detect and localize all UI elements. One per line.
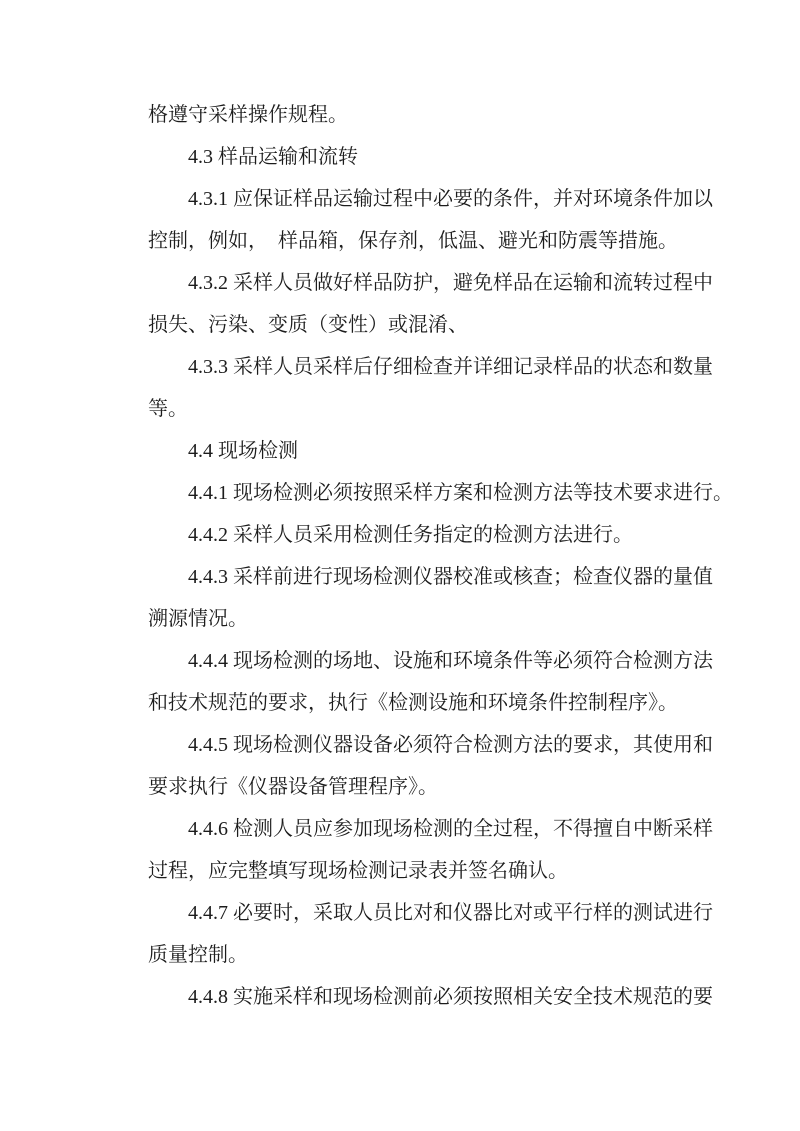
text-line: 4.4.5 现场检测仪器设备必须符合检测方法的要求，其使用和 bbox=[188, 734, 713, 756]
text-line-heading-4-4: 4.4 现场检测 bbox=[188, 440, 298, 462]
text-line: 4.3.1 应保证样品运输过程中必要的条件，并对环境条件加以 bbox=[188, 188, 713, 210]
text-line-heading-4-3: 4.3 样品运输和流转 bbox=[188, 146, 358, 168]
text-line: 等。 bbox=[148, 398, 188, 420]
text-line: 过程，应完整填写现场检测记录表并签名确认。 bbox=[148, 860, 568, 882]
text-line: 损失、污染、变质（变性）或混淆、 bbox=[148, 314, 468, 336]
text-line: 4.4.8 实施采样和现场检测前必须按照相关安全技术规范的要 bbox=[188, 986, 713, 1008]
document-text-block bbox=[148, 94, 733, 1018]
text-line: 和技术规范的要求，执行《检测设施和环境条件控制程序》。 bbox=[148, 692, 678, 714]
text-line: 格遵守采样操作规程。 bbox=[148, 104, 348, 126]
text-line: 4.4.1 现场检测必须按照采样方案和检测方法等技术要求进行。 bbox=[188, 482, 733, 504]
text-line: 4.4.2 采样人员采用检测任务指定的检测方法进行。 bbox=[188, 524, 633, 546]
text-line: 要求执行《仪器设备管理程序》。 bbox=[148, 776, 438, 798]
text-line: 4.4.6 检测人员应参加现场检测的全过程，不得擅自中断采样 bbox=[188, 818, 713, 840]
text-line: 4.3.2 采样人员做好样品防护，避免样品在运输和流转过程中 bbox=[188, 272, 713, 294]
text-line: 4.3.3 采样人员采样后仔细检查并详细记录样品的状态和数量 bbox=[188, 356, 713, 378]
text-line: 4.4.3 采样前进行现场检测仪器校准或核查；检查仪器的量值 bbox=[188, 566, 713, 588]
text-line: 4.4.7 必要时，采取人员比对和仪器比对或平行样的测试进行 bbox=[188, 902, 713, 924]
text-line: 4.4.4 现场检测的场地、设施和环境条件等必须符合检测方法 bbox=[188, 650, 713, 672]
text-line: 控制，例如， 样品箱，保存剂，低温、避光和防震等措施。 bbox=[148, 230, 678, 252]
text-line: 质量控制。 bbox=[148, 944, 248, 966]
text-line: 溯源情况。 bbox=[148, 608, 248, 630]
